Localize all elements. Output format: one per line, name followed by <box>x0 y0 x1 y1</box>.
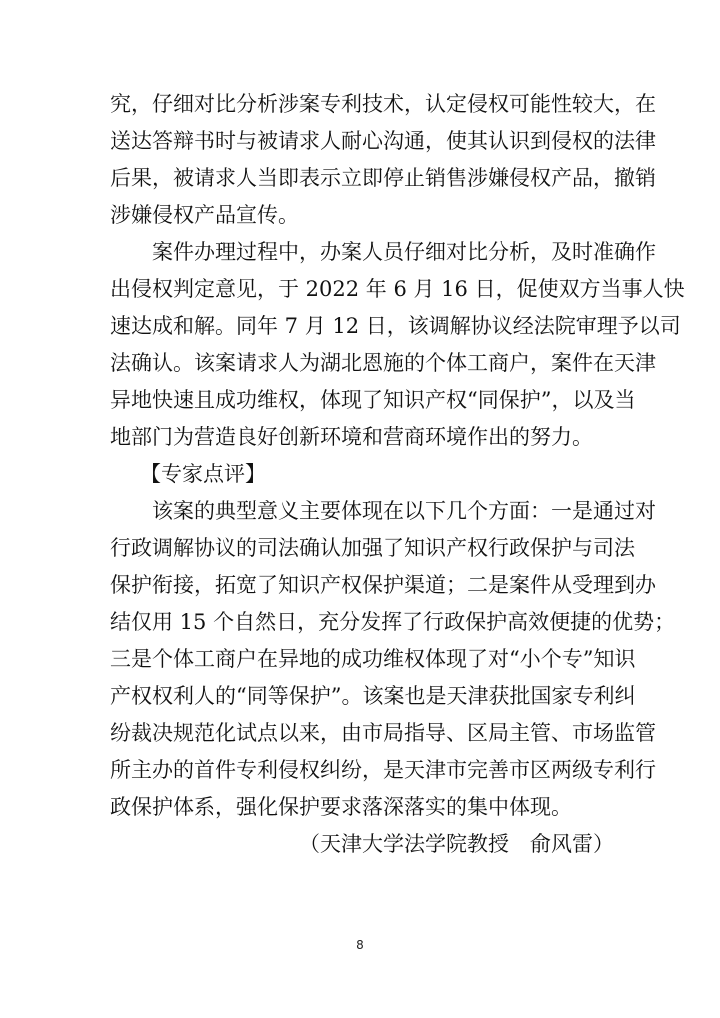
text-line: 纷裁决规范化试点以来，由市局指导、区局主管、市场监管 <box>110 721 656 745</box>
text-line: 该案的典型意义主要体现在以下几个方面：一是通过对 <box>152 499 656 523</box>
text-line: 地部门为营造良好创新环境和营商环境作出的努力。 <box>110 425 593 449</box>
text-line: 案件办理过程中，办案人员仔细对比分析，及时准确作 <box>152 240 656 264</box>
text-line: 速达成和解。同年 7 月 12 日，该调解协议经法院审理予以司 <box>110 314 681 338</box>
body-text <box>110 86 685 863</box>
text-line: 行政调解协议的司法确认加强了知识产权行政保护与司法 <box>110 536 635 560</box>
text-line: 后果，被请求人当即表示立即停止销售涉嫌侵权产品，撤销 <box>110 166 656 190</box>
text-line: 结仅用 15 个自然日，充分发挥了行政保护高效便捷的优势； <box>110 610 676 634</box>
text-line: 所主办的首件专利侵权纠纷，是天津市完善市区两级专利行 <box>110 758 656 782</box>
text-line: 送达答辩书时与被请求人耐心沟通，使其认识到侵权的法律 <box>110 129 656 153</box>
section-heading: 【专家点评】 <box>140 462 266 486</box>
text-line: 三是个体工商户在异地的成功维权体现了对“小个专”知识 <box>110 647 636 671</box>
text-line: 保护衔接，拓宽了知识产权保护渠道；二是案件从受理到办 <box>110 573 656 597</box>
text-line: 法确认。该案请求人为湖北恩施的个体工商户，案件在天津 <box>110 351 656 375</box>
text-line: 究，仔细对比分析涉案专利技术，认定侵权可能性较大，在 <box>110 92 656 116</box>
text-line: 产权权利人的“同等保护”。该案也是天津获批国家专利纠 <box>110 684 636 708</box>
page-number: 8 <box>356 938 364 952</box>
text-line: 异地快速且成功维权，体现了知识产权“同保护”，以及当 <box>110 388 636 412</box>
signature-line: （天津大学法学院教授 俞风雷） <box>299 832 614 856</box>
text-line: 涉嫌侵权产品宣传。 <box>110 203 299 227</box>
text-line: 出侵权判定意见，于 2022 年 6 月 16 日，促使双方当事人快 <box>110 277 685 301</box>
text-line: 政保护体系，强化保护要求落深落实的集中体现。 <box>110 795 572 819</box>
